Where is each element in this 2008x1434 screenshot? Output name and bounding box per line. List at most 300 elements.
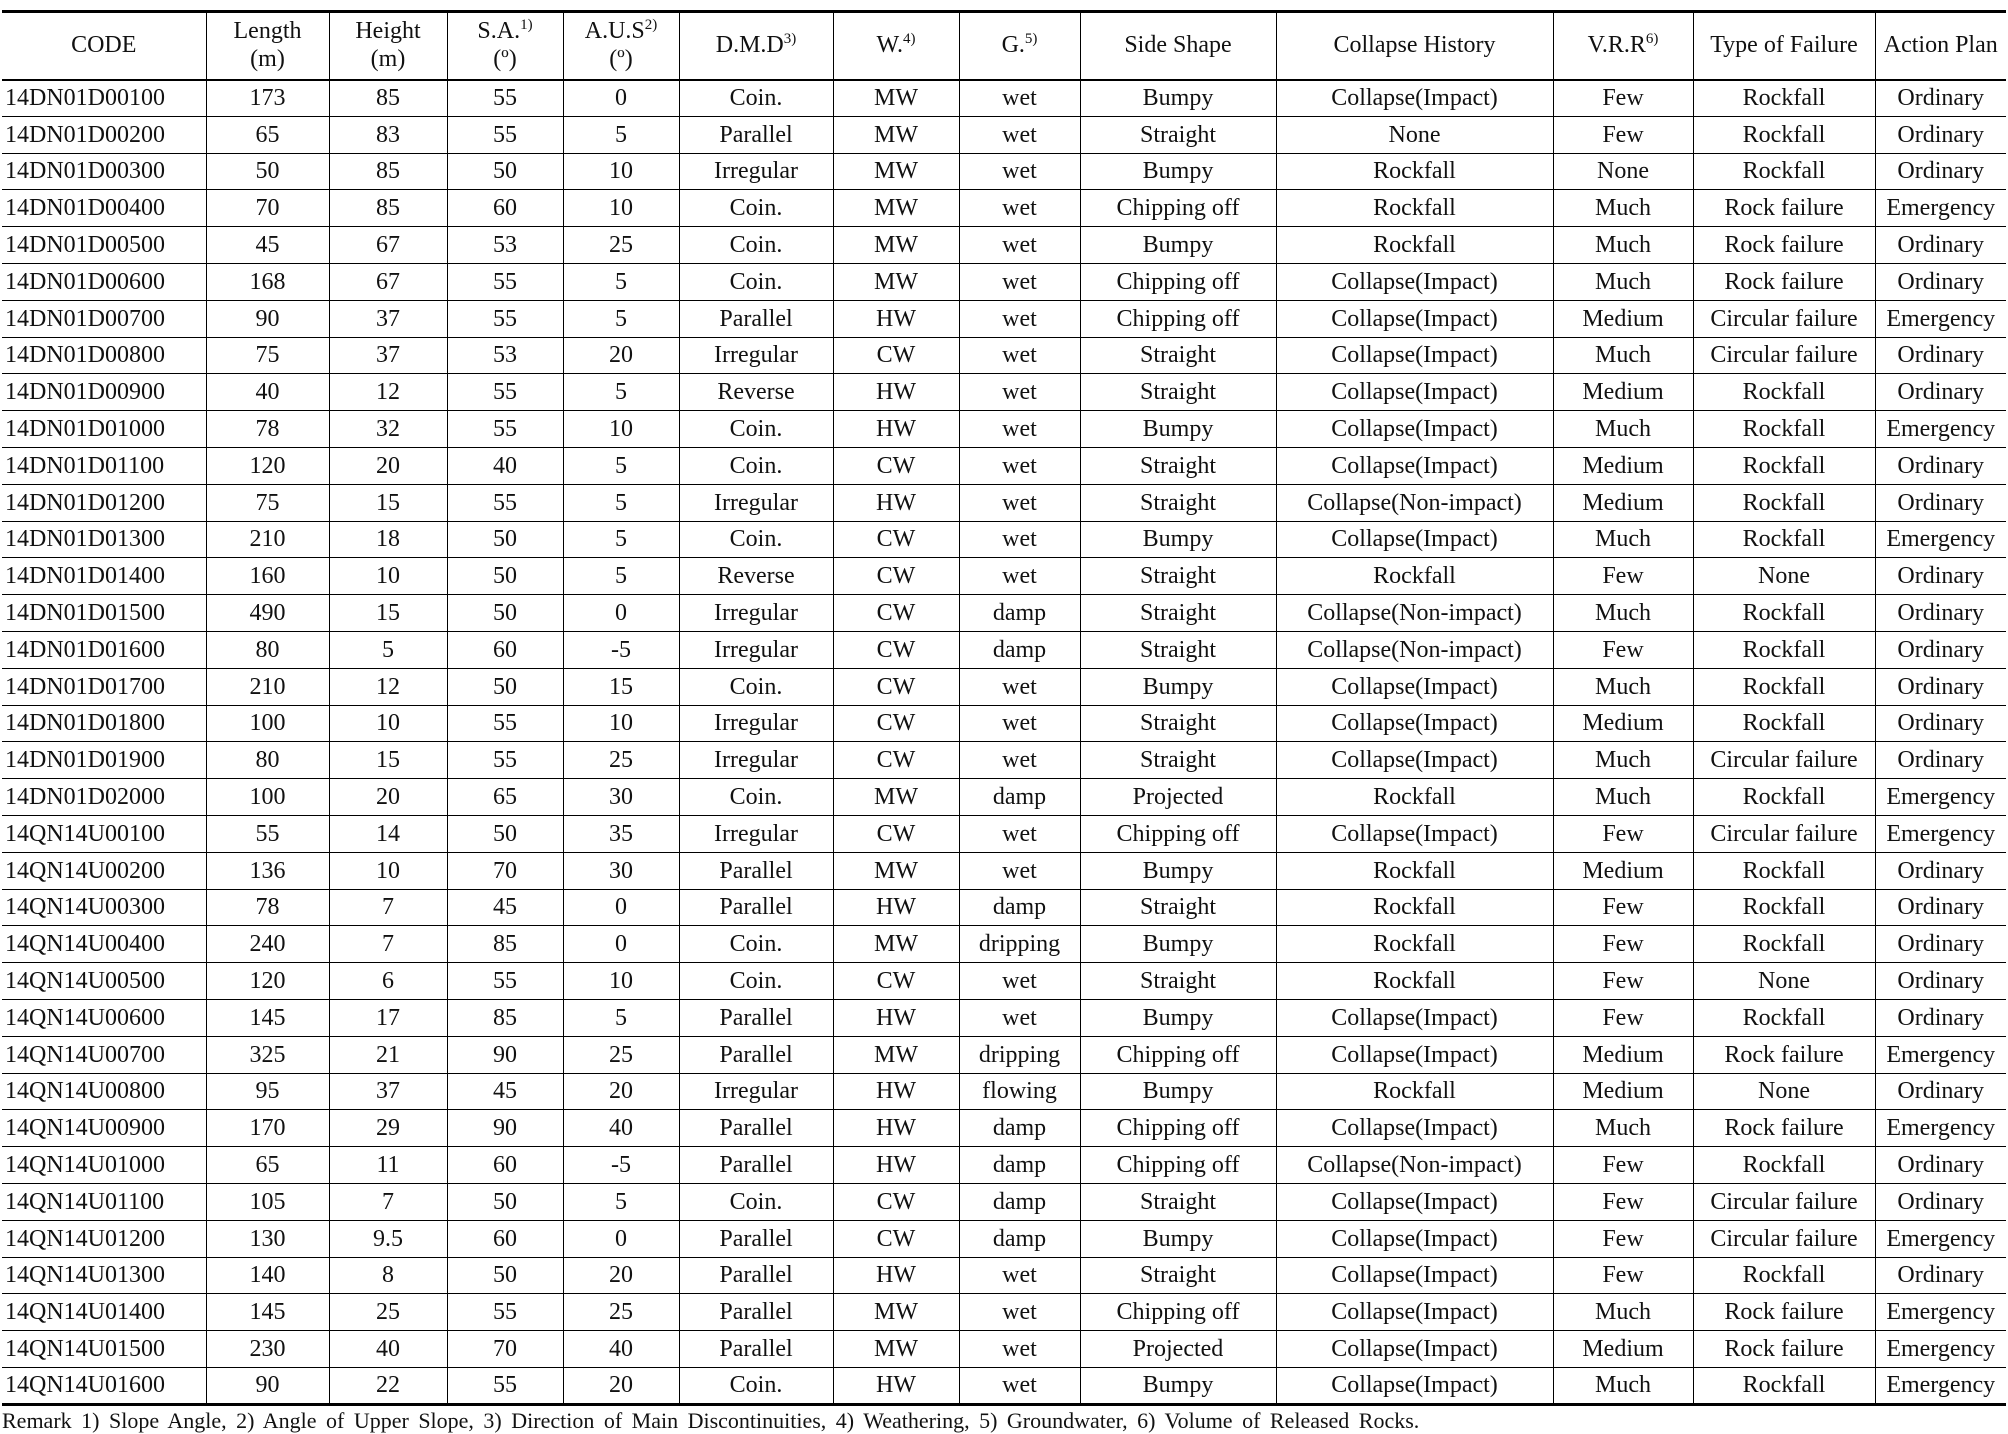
table-row <box>2 889 2006 926</box>
table-cell: 14DN01D00900 <box>2 374 206 411</box>
column-footnote-marker: 3) <box>783 30 797 47</box>
table-cell: Collapse(Impact) <box>1276 300 1553 337</box>
column-header <box>563 12 679 80</box>
table-cell: Ordinary <box>1875 926 2006 963</box>
table-cell: wet <box>959 1294 1080 1331</box>
table-cell: Collapse(Impact) <box>1276 999 1553 1036</box>
table-row <box>2 153 2006 190</box>
table-cell: wet <box>959 153 1080 190</box>
table-cell: 15 <box>329 742 447 779</box>
table-cell: Bumpy <box>1080 852 1276 889</box>
table-cell: Medium <box>1553 1331 1693 1368</box>
column-header-unit: (º) <box>609 45 633 72</box>
table-cell: 5 <box>563 263 679 300</box>
table-cell: wet <box>959 963 1080 1000</box>
table-cell: 145 <box>206 999 329 1036</box>
table-row <box>2 227 2006 264</box>
table-cell: Ordinary <box>1875 1073 2006 1110</box>
table-row <box>2 484 2006 521</box>
table-cell: 14 <box>329 815 447 852</box>
table-cell: Emergency <box>1875 1294 2006 1331</box>
table-cell: Rock failure <box>1693 1036 1875 1073</box>
table-cell: 10 <box>563 411 679 448</box>
table-cell: Collapse(Impact) <box>1276 521 1553 558</box>
table-cell: 55 <box>447 484 563 521</box>
table-cell: Rockfall <box>1276 852 1553 889</box>
table-cell: Rockfall <box>1276 1073 1553 1110</box>
table-cell: 40 <box>329 1331 447 1368</box>
table-cell: Emergency <box>1875 300 2006 337</box>
table-cell: 17 <box>329 999 447 1036</box>
table-cell: Straight <box>1080 447 1276 484</box>
table-cell: Ordinary <box>1875 374 2006 411</box>
table-cell: 14QN14U00600 <box>2 999 206 1036</box>
table-cell: 65 <box>447 779 563 816</box>
table-cell: 14QN14U00800 <box>2 1073 206 1110</box>
table-row <box>2 595 2006 632</box>
table-cell: Much <box>1553 227 1693 264</box>
table-cell: 14QN14U01500 <box>2 1331 206 1368</box>
table-cell: wet <box>959 190 1080 227</box>
table-cell: CW <box>833 447 959 484</box>
table-cell: Collapse(Impact) <box>1276 1220 1553 1257</box>
table-cell: 60 <box>447 1147 563 1184</box>
table-cell: 55 <box>447 742 563 779</box>
table-cell: 105 <box>206 1183 329 1220</box>
table-cell: 0 <box>563 926 679 963</box>
table-cell: 15 <box>329 595 447 632</box>
table-cell: 20 <box>563 1257 679 1294</box>
table-cell: Straight <box>1080 337 1276 374</box>
table-cell: 25 <box>563 1294 679 1331</box>
table-cell: HW <box>833 999 959 1036</box>
table-cell: 14QN14U00700 <box>2 1036 206 1073</box>
table-cell: 14DN01D01900 <box>2 742 206 779</box>
table-cell: Rock failure <box>1693 1294 1875 1331</box>
table-cell: Medium <box>1553 374 1693 411</box>
table-cell: Chipping off <box>1080 300 1276 337</box>
table-cell: wet <box>959 1331 1080 1368</box>
table-cell: MW <box>833 153 959 190</box>
column-header-line <box>1878 32 2005 60</box>
column-header-line <box>1083 32 1274 60</box>
table-cell: 145 <box>206 1294 329 1331</box>
table-cell: Rockfall <box>1693 668 1875 705</box>
column-header-label: Collapse History <box>1333 31 1496 58</box>
table-cell: 80 <box>206 742 329 779</box>
table-cell: Irregular <box>679 631 833 668</box>
table-cell: 55 <box>447 116 563 153</box>
table-row <box>2 337 2006 374</box>
table-cell: 25 <box>563 742 679 779</box>
table-cell: Straight <box>1080 963 1276 1000</box>
table-cell: 490 <box>206 595 329 632</box>
table-cell: 168 <box>206 263 329 300</box>
table-row <box>2 815 2006 852</box>
table-cell: 30 <box>563 852 679 889</box>
table-cell: Parallel <box>679 1331 833 1368</box>
column-header-label: G. <box>1001 31 1025 58</box>
table-cell: MW <box>833 779 959 816</box>
table-cell: 5 <box>563 374 679 411</box>
column-header-line <box>1279 32 1551 60</box>
table-row <box>2 116 2006 153</box>
table-cell: Much <box>1553 521 1693 558</box>
table-cell: HW <box>833 374 959 411</box>
table-cell: 11 <box>329 1147 447 1184</box>
table-cell: Few <box>1553 963 1693 1000</box>
column-header-label: Side Shape <box>1124 31 1232 58</box>
table-cell: Parallel <box>679 116 833 153</box>
table-cell: 10 <box>329 558 447 595</box>
table-cell: Rockfall <box>1276 227 1553 264</box>
table-cell: 32 <box>329 411 447 448</box>
table-cell: 60 <box>447 631 563 668</box>
table-cell: Much <box>1553 742 1693 779</box>
table-cell: 14DN01D00100 <box>2 80 206 117</box>
table-cell: 85 <box>329 80 447 117</box>
table-row <box>2 1147 2006 1184</box>
table-cell: Medium <box>1553 484 1693 521</box>
table-cell: CW <box>833 558 959 595</box>
table-cell: Collapse(Impact) <box>1276 705 1553 742</box>
table-cell: 50 <box>447 153 563 190</box>
table-cell: CW <box>833 705 959 742</box>
table-cell: 35 <box>563 815 679 852</box>
column-header-line <box>836 32 957 60</box>
table-cell: Rockfall <box>1693 926 1875 963</box>
table-cell: damp <box>959 1220 1080 1257</box>
table-cell: 25 <box>563 227 679 264</box>
table-cell: 210 <box>206 668 329 705</box>
table-cell: 80 <box>206 631 329 668</box>
table-cell: 230 <box>206 1331 329 1368</box>
table-cell: 21 <box>329 1036 447 1073</box>
table-cell: 29 <box>329 1110 447 1147</box>
table-cell: Collapse(Impact) <box>1276 668 1553 705</box>
table-cell: 50 <box>206 153 329 190</box>
table-cell: 14DN01D00700 <box>2 300 206 337</box>
table-cell: None <box>1693 1073 1875 1110</box>
table-cell: Rockfall <box>1276 558 1553 595</box>
table-cell: 5 <box>563 999 679 1036</box>
table-cell: 78 <box>206 889 329 926</box>
table-cell: wet <box>959 80 1080 117</box>
table-cell: Collapse(Impact) <box>1276 1294 1553 1331</box>
table-cell: Ordinary <box>1875 337 2006 374</box>
table-cell: damp <box>959 1110 1080 1147</box>
table-cell: Irregular <box>679 705 833 742</box>
table-cell: Irregular <box>679 1073 833 1110</box>
column-header-line <box>450 18 561 46</box>
table-cell: wet <box>959 411 1080 448</box>
table-cell: HW <box>833 300 959 337</box>
table-cell: 7 <box>329 1183 447 1220</box>
table-row <box>2 190 2006 227</box>
table-cell: 136 <box>206 852 329 889</box>
table-cell: 12 <box>329 668 447 705</box>
table-cell: CW <box>833 963 959 1000</box>
table-cell: Few <box>1553 116 1693 153</box>
table-cell: 14QN14U00100 <box>2 815 206 852</box>
table-cell: Straight <box>1080 1257 1276 1294</box>
table-cell: 18 <box>329 521 447 558</box>
table-cell: 14QN14U00400 <box>2 926 206 963</box>
table-cell: Coin. <box>679 227 833 264</box>
table-cell: Ordinary <box>1875 999 2006 1036</box>
table-cell: Projected <box>1080 779 1276 816</box>
table-cell: 15 <box>329 484 447 521</box>
table-cell: 5 <box>563 300 679 337</box>
table-cell: 0 <box>563 80 679 117</box>
table-cell: Much <box>1553 337 1693 374</box>
column-header-label: Length <box>233 18 302 45</box>
table-cell: Rock failure <box>1693 1110 1875 1147</box>
table-cell: 55 <box>447 300 563 337</box>
table-cell: None <box>1553 153 1693 190</box>
table-cell: 25 <box>563 1036 679 1073</box>
table-cell: 100 <box>206 705 329 742</box>
table-cell: 55 <box>447 1367 563 1404</box>
table-cell: 7 <box>329 889 447 926</box>
table-cell: 14QN14U00200 <box>2 852 206 889</box>
table-cell: Bumpy <box>1080 1220 1276 1257</box>
table-cell: 14QN14U01100 <box>2 1183 206 1220</box>
table-cell: None <box>1693 963 1875 1000</box>
table-cell: Few <box>1553 926 1693 963</box>
table-header <box>2 12 2006 80</box>
table-cell: Collapse(Non-impact) <box>1276 595 1553 632</box>
table-cell: 100 <box>206 779 329 816</box>
table-cell: Collapse(Impact) <box>1276 1367 1553 1404</box>
table-cell: Much <box>1553 1110 1693 1147</box>
table-cell: Emergency <box>1875 190 2006 227</box>
table-cell: CW <box>833 742 959 779</box>
table-cell: Rockfall <box>1276 926 1553 963</box>
table-cell: Ordinary <box>1875 705 2006 742</box>
table-cell: 20 <box>329 779 447 816</box>
table-cell: Circular failure <box>1693 742 1875 779</box>
table-cell: 67 <box>329 227 447 264</box>
table-cell: Rockfall <box>1276 889 1553 926</box>
table-cell: Medium <box>1553 447 1693 484</box>
table-row <box>2 742 2006 779</box>
table-cell: Parallel <box>679 999 833 1036</box>
table-cell: CW <box>833 1220 959 1257</box>
column-header-unit: (m) <box>250 45 285 72</box>
table-cell: wet <box>959 852 1080 889</box>
table-cell: Medium <box>1553 300 1693 337</box>
table-cell: 95 <box>206 1073 329 1110</box>
table-cell: 14DN01D01000 <box>2 411 206 448</box>
table-cell: 14QN14U01400 <box>2 1294 206 1331</box>
table-cell: -5 <box>563 631 679 668</box>
table-cell: MW <box>833 116 959 153</box>
table-cell: 10 <box>563 963 679 1000</box>
table-cell: 5 <box>563 484 679 521</box>
table-cell: Coin. <box>679 926 833 963</box>
table-cell: wet <box>959 484 1080 521</box>
table-cell: dripping <box>959 1036 1080 1073</box>
table-cell: Few <box>1553 889 1693 926</box>
table-row <box>2 1367 2006 1404</box>
table-cell: MW <box>833 1294 959 1331</box>
table-row <box>2 80 2006 117</box>
table-cell: wet <box>959 558 1080 595</box>
table-cell: Projected <box>1080 1331 1276 1368</box>
table-cell: 325 <box>206 1036 329 1073</box>
table-cell: Chipping off <box>1080 815 1276 852</box>
table-cell: wet <box>959 705 1080 742</box>
table-cell: 40 <box>206 374 329 411</box>
table-cell: 85 <box>447 926 563 963</box>
table-cell: 50 <box>447 521 563 558</box>
table-cell: Ordinary <box>1875 963 2006 1000</box>
table-cell: 14QN14U00900 <box>2 1110 206 1147</box>
table-cell: 170 <box>206 1110 329 1147</box>
table-cell: 210 <box>206 521 329 558</box>
table-cell: Collapse(Impact) <box>1276 263 1553 300</box>
table-cell: 90 <box>206 300 329 337</box>
table-cell: Emergency <box>1875 411 2006 448</box>
table-cell: wet <box>959 227 1080 264</box>
column-header <box>833 12 959 80</box>
table-cell: wet <box>959 116 1080 153</box>
table-cell: Coin. <box>679 963 833 1000</box>
table-cell: Ordinary <box>1875 227 2006 264</box>
table-cell: Rockfall <box>1693 484 1875 521</box>
table-cell: 50 <box>447 668 563 705</box>
table-cell: Parallel <box>679 1257 833 1294</box>
table-cell: 45 <box>447 889 563 926</box>
table-cell: Medium <box>1553 1036 1693 1073</box>
table-row <box>2 705 2006 742</box>
table-cell: 6 <box>329 963 447 1000</box>
table-cell: Emergency <box>1875 1367 2006 1404</box>
table-cell: Rockfall <box>1693 411 1875 448</box>
table-cell: 14QN14U01600 <box>2 1367 206 1404</box>
table-cell: Rock failure <box>1693 1331 1875 1368</box>
table-cell: Straight <box>1080 374 1276 411</box>
table-cell: Rockfall <box>1693 999 1875 1036</box>
table-row <box>2 1036 2006 1073</box>
table-cell: Collapse(Non-impact) <box>1276 631 1553 668</box>
table-row <box>2 300 2006 337</box>
table-cell: wet <box>959 447 1080 484</box>
table-cell: wet <box>959 815 1080 852</box>
table-cell: Bumpy <box>1080 1073 1276 1110</box>
table-cell: Bumpy <box>1080 80 1276 117</box>
table-cell: Straight <box>1080 116 1276 153</box>
table-row <box>2 1110 2006 1147</box>
table-cell: Bumpy <box>1080 1367 1276 1404</box>
table-cell: 14QN14U01200 <box>2 1220 206 1257</box>
table-cell: Coin. <box>679 1183 833 1220</box>
table-cell: 55 <box>447 80 563 117</box>
table-cell: 55 <box>447 1294 563 1331</box>
column-header-label: W. <box>876 31 903 58</box>
table-cell: Few <box>1553 1183 1693 1220</box>
table-row <box>2 668 2006 705</box>
table-cell: Irregular <box>679 484 833 521</box>
column-header-line <box>4 32 204 60</box>
table-cell: 14DN01D00300 <box>2 153 206 190</box>
table-cell: Rockfall <box>1693 852 1875 889</box>
table-cell: 65 <box>206 1147 329 1184</box>
table-row <box>2 926 2006 963</box>
table-cell: Much <box>1553 1294 1693 1331</box>
table-cell: Few <box>1553 1220 1693 1257</box>
table-cell: 10 <box>329 705 447 742</box>
table-cell: 50 <box>447 558 563 595</box>
slope-data-table <box>2 10 2006 1406</box>
table-cell: Ordinary <box>1875 263 2006 300</box>
table-cell: wet <box>959 1367 1080 1404</box>
table-cell: Straight <box>1080 705 1276 742</box>
table-body <box>2 80 2006 1405</box>
table-row <box>2 1183 2006 1220</box>
table-cell: Much <box>1553 1367 1693 1404</box>
table-cell: Circular failure <box>1693 1220 1875 1257</box>
column-header-line <box>682 32 831 60</box>
table-cell: Collapse(Impact) <box>1276 80 1553 117</box>
table-cell: 5 <box>329 631 447 668</box>
table-cell: 8 <box>329 1257 447 1294</box>
table-cell: wet <box>959 263 1080 300</box>
table-remark: Remark 1) Slope Angle, 2) Angle of Upper Slope, 3) Direction of Main Discontinuities, 4) Weathering, 5) Groundwater, 6) Volume of Released Rocks. <box>2 1408 1420 1433</box>
table-cell: Much <box>1553 595 1693 632</box>
table-cell: Few <box>1553 1147 1693 1184</box>
table-cell: HW <box>833 889 959 926</box>
table-cell: MW <box>833 227 959 264</box>
column-footnote-marker: 4) <box>902 30 916 47</box>
table-cell: 37 <box>329 300 447 337</box>
table-cell: Irregular <box>679 153 833 190</box>
table-cell: 25 <box>329 1294 447 1331</box>
table-cell: Few <box>1553 558 1693 595</box>
table-cell: 30 <box>563 779 679 816</box>
table-cell: 130 <box>206 1220 329 1257</box>
column-header-line <box>566 18 677 46</box>
table-cell: Straight <box>1080 631 1276 668</box>
table-cell: 50 <box>447 815 563 852</box>
table-cell: 10 <box>563 190 679 227</box>
column-header-line <box>209 18 327 46</box>
table-cell: 0 <box>563 595 679 632</box>
column-header-unit: (m) <box>370 45 406 72</box>
table-cell: Parallel <box>679 889 833 926</box>
table-cell: 22 <box>329 1367 447 1404</box>
table-cell: Circular failure <box>1693 1183 1875 1220</box>
table-cell: 85 <box>447 999 563 1036</box>
table-cell: 40 <box>563 1331 679 1368</box>
table-cell: damp <box>959 1183 1080 1220</box>
table-cell: 14QN14U00500 <box>2 963 206 1000</box>
table-cell: Rock failure <box>1693 227 1875 264</box>
table-cell: 5 <box>563 1183 679 1220</box>
table-cell: 55 <box>447 263 563 300</box>
table-cell: Medium <box>1553 852 1693 889</box>
table-cell: Irregular <box>679 337 833 374</box>
column-header <box>206 12 329 80</box>
table-cell: 60 <box>447 1220 563 1257</box>
table-cell: Bumpy <box>1080 926 1276 963</box>
table-cell: 70 <box>447 1331 563 1368</box>
table-cell: Coin. <box>679 668 833 705</box>
table-cell: 14DN01D01200 <box>2 484 206 521</box>
table-cell: Rockfall <box>1693 889 1875 926</box>
table-cell: Ordinary <box>1875 447 2006 484</box>
